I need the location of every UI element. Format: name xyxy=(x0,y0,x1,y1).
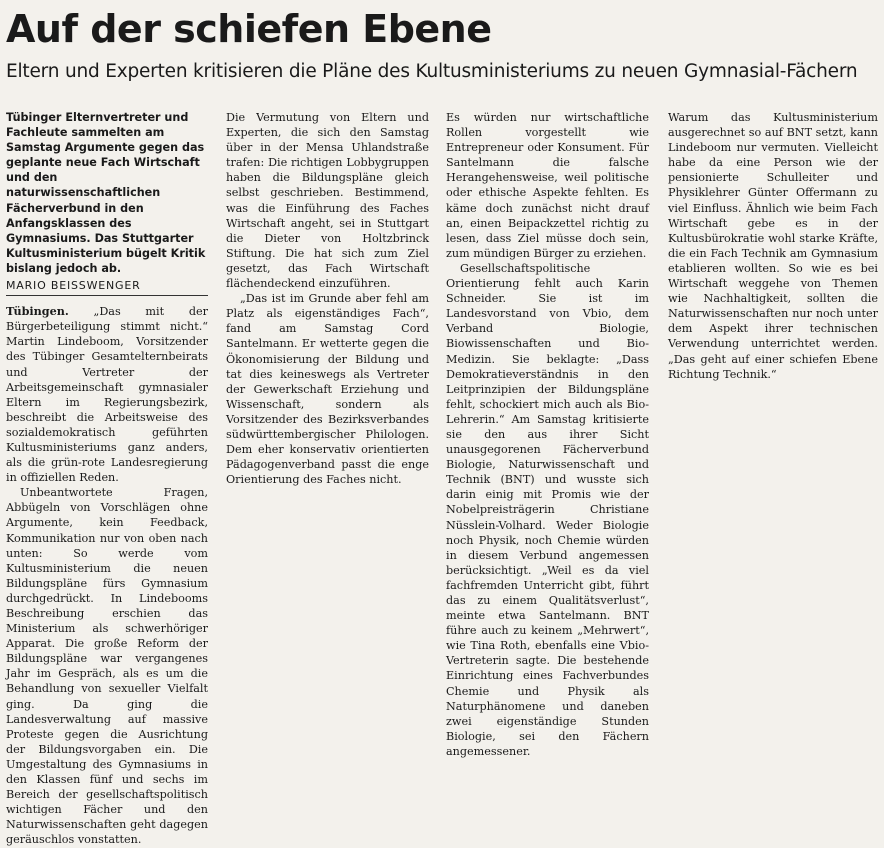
column-2 xyxy=(226,110,429,566)
dateline: Tübingen. xyxy=(6,304,69,319)
column-4 xyxy=(668,110,878,566)
column-3 xyxy=(446,110,649,758)
subheadline: Eltern und Experten kritisieren die Pläne des Kultusministeriums zu neuen Gymnasial-Fächern xyxy=(6,61,858,82)
first-paragraph xyxy=(6,304,208,485)
first-paragraph-text: „Das mit der Bürgerbeteiligung stimmt nicht.“ Martin Lindeboom, Vorsitzender des Tübinger Gesamtelternbeirats und Vertreter der Arbeitsgemeinschaft gymnasialer Eltern im Regierungsbezirk, beschreibt die Arbeitsweise des sozialdemokratisch geführten Kultusministeriums ganz anders, als die grün-rote Landesregierung in offiziellen Reden. xyxy=(6,305,208,485)
body-paragraph: Die Vermutung von Eltern und Experten, die sich den Samstag über in der Mensa Uhlandstraße trafen: Die richtigen Lobbygruppen haben die Bildungspläne gleich selbst geschrieben. Bestimmend, was die Einführung des Faches Wirtschaft angeht, sei in Stuttgart die Dieter von Holtzbrinck Stiftung. Die hat sich zum Ziel gesetzt, das Fach Wirtschaft flächendeckend einzuführen. xyxy=(226,111,429,291)
body-paragraph: Es würden nur wirtschaftliche Rollen vorgestellt wie Entrepreneur oder Konsument. Für Santelmann die falsche Herangehensweise, weil politische oder ethische Aspekte fehlten. Es käme doch zunächst nicht drauf an, einen Beipackzettel richtig zu lesen, dass Ziel müsse doch sein, zum mündigen Bürger zu erziehen. xyxy=(446,111,649,260)
headline: Auf der schiefen Ebene xyxy=(6,7,492,51)
body-paragraph: Warum das Kultusministerium ausgerechnet so auf BNT setzt, kann Lindeboom nur vermuten. Vielleicht habe da eine Person wie der pensionierte Schulleiter und Physiklehrer Günter Offermann zu viel Einfluss. Ähnlich wie beim Fach Wirtschaft gebe es in der Kultusbürokratie wohl starke Kräfte, die ein Fach Technik am Gymnasium etablieren wollten. So wie es bei Wirtschaft weggehe von Themen wie Nachhaltigkeit, sollten die Naturwissenschaften nur noch unter dem Aspekt ihrer technischen Verwendung unterrichtet werden. „Das geht auf einer schiefen Ebene Richtung Technik.“ xyxy=(668,111,878,381)
body-paragraph: Unbeantwortete Fragen, Abbügeln von Vorschlägen ohne Argumente, kein Feedback, Kommunikation nur von oben nach unten: So werde vom Kultusministerium die neuen Bildungspläne fürs Gymnasium durchgedrückt. In Lindebooms Beschreibung erschien das Ministerium als schwerhöriger Apparat. Die große Reform der Bildungspläne war vergangenes Jahr im Gespräch, als es um die Behandlung von sexueller Vielfalt ging. Da ging die Landesverwaltung auf massive Proteste gegen die Ausrichtung der Bildungsvorgaben ein. Die Umgestaltung des Gymnasiums in den Klassen fünf und sechs im Bereich der gesellschaftspolitisch wichtigen Fächer und den Naturwissenschaften geht dagegen geräuschlos vonstatten. xyxy=(6,486,208,847)
author-byline: MARIO BEISSWENGER xyxy=(6,276,208,296)
lead-paragraph: Tübinger Elternvertreter und Fachleute sammelten am Samstag Argumente gegen das geplante neue Fach Wirtschaft und den naturwissenschaftlichen Fächerverbund in den Anfangsklassen des Gymnasiums. Das Stuttgarter Kultusministerium bügelt Kritik bislang jedoch ab. xyxy=(6,111,206,275)
body-paragraph: Gesellschaftspolitische Orientierung fehlt auch Karin Schneider. Sie ist im Landesvorstand von Vbio, dem Verband Biologie, Biowissenschaften und Bio-Medizin. Sie beklagte: „Dass Demokratieverständnis in den Leitprinzipien der Bildungspläne fehlt, schockiert mich auch als Bio-Lehrerin.“ Am Samstag kritisierte sie den aus ihrer Sicht unausgegorenen Fächerverbund Biologie, Naturwissenschaft und Technik (BNT) und wusste sich darin einig mit Promis wie der Nobelpreisträgerin Christiane Nüsslein-Volhard. Weder Biologie noch Physik, noch Chemie würden in diesem Verbund angemessen berücksichtigt. „Weil es da viel fachfremden Unterricht gibt, führt das zu einem Qualitätsverlust“, meinte etwa Santelmann. BNT führe auch zu keinem „Mehrwert“, wie Tina Roth, ebenfalls eine Vbio-Vertreterin sagte. Die bestehende Einrichtung eines Fachverbundes Chemie und Physik als Naturphänomene und daneben zwei eigenständige Stunden Biologie, sei den Fächern angemessener. xyxy=(446,261,649,758)
column-1 xyxy=(6,110,208,847)
body-paragraph: „Das ist im Grunde aber fehl am Platz als eigenständiges Fach“, fand am Samstag Cord Santelmann. Er wetterte gegen die Ökonomisierung der Bildung und tat dies keineswegs als Vertreter der Gewerkschaft Erziehung und Wissenschaft, sondern als Vorsitzender des Bezirksverbandes südwürttembergischer Philologen. Dem eher konservativ orientierten Pädagogenverband passt die enge Orientierung des Faches nicht. xyxy=(226,292,429,487)
